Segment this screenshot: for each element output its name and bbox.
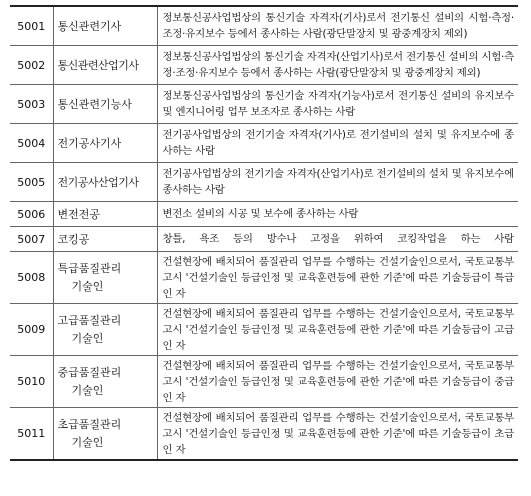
job-title-line1: 특급품질관리	[57, 261, 122, 275]
job-title-line1: 중급품질관리	[57, 365, 122, 379]
job-code: 5009	[10, 304, 53, 356]
job-description: 정보통신공사업법상의 통신기술 자격자(산업기사)로서 전기통신 설비의 시험·측정·조정·유지보수 등에서 종사하는 사람(광단말장치 및 광중계장치 제외)	[157, 46, 518, 85]
job-title-line1: 고급품질관리	[57, 313, 122, 327]
job-title-line1: 초급품질관리	[57, 417, 122, 431]
job-title: 변전전공	[53, 202, 157, 227]
table-row	[10, 252, 518, 304]
job-code: 5006	[10, 202, 53, 227]
job-title: 코킹공	[53, 227, 157, 252]
job-description: 창틀, 욕조 등의 방수나 고정을 위하여 코킹작업을 하는 사람	[157, 227, 518, 252]
job-title: 통신관련산업기사	[53, 46, 157, 85]
job-description: 변전소 설비의 시공 및 보수에 종사하는 사람	[157, 202, 518, 227]
table-row	[10, 85, 518, 124]
table-row	[10, 46, 518, 85]
table-row	[10, 6, 518, 46]
table-row	[10, 163, 518, 202]
table-row	[10, 356, 518, 408]
job-title-line2: 기술인	[71, 331, 104, 345]
job-code-table	[10, 5, 518, 461]
job-title-line2: 기술인	[71, 279, 104, 293]
job-description: 건설현장에 배치되어 품질관리 업무를 수행하는 건설기술인으로서, 국토교통부 고시 '건설기술인 등급인정 및 교육훈련등에 관한 기준'에 따른 기술등급이 특급인 자	[157, 252, 518, 304]
job-title: 통신관련기사	[53, 6, 157, 46]
job-description: 건설현장에 배치되어 품질관리 업무를 수행하는 건설기술인으로서, 국토교통부 고시 '건설기술인 등급인정 및 교육훈련등에 관한 기준'에 따른 기술등급이 초급인 자	[157, 408, 518, 461]
job-description: 정보통신공사업법상의 통신기술 자격자(기능사)로서 전기통신 설비의 유지보수 및 엔지니어링 업무 보조자로 종사하는 사람	[157, 85, 518, 124]
table-row	[10, 227, 518, 252]
job-description: 정보통신공사업법상의 통신기술 자격자(기사)로서 전기통신 설비의 시험·측정·조정·유지보수 등에서 종사하는 사람(광단말장치 및 광중계장치 제외)	[157, 6, 518, 46]
job-title	[53, 356, 157, 408]
job-code: 5003	[10, 85, 53, 124]
job-code: 5002	[10, 46, 53, 85]
job-description: 건설현장에 배치되어 품질관리 업무를 수행하는 건설기술인으로서, 국토교통부 고시 '건설기술인 등급인정 및 교육훈련등에 관한 기준'에 따른 기술등급이 고급인 자	[157, 304, 518, 356]
job-description: 전기공사업법상의 전기기술 자격자(산업기사)로 전기설비의 설치 및 유지보수에 종사하는 사람	[157, 163, 518, 202]
job-description: 건설현장에 배치되어 품질관리 업무를 수행하는 건설기술인으로서, 국토교통부 고시 '건설기술인 등급인정 및 교육훈련등에 관한 기준'에 따른 기술등급이 중급인 자	[157, 356, 518, 408]
table-row	[10, 304, 518, 356]
job-title	[53, 408, 157, 461]
job-title	[53, 252, 157, 304]
job-title: 통신관련기능사	[53, 85, 157, 124]
table-row	[10, 202, 518, 227]
job-description: 전기공사업법상의 전기기술 자격자(기사)로 전기설비의 설치 및 유지보수에 종사하는 사람	[157, 124, 518, 163]
job-code: 5010	[10, 356, 53, 408]
job-code: 5011	[10, 408, 53, 461]
table-row	[10, 408, 518, 461]
job-code: 5004	[10, 124, 53, 163]
job-title	[53, 304, 157, 356]
job-title-line2: 기술인	[71, 435, 104, 449]
job-code: 5007	[10, 227, 53, 252]
job-code: 5001	[10, 6, 53, 46]
job-title-line2: 기술인	[71, 383, 104, 397]
table-row	[10, 124, 518, 163]
job-title: 전기공사산업기사	[53, 163, 157, 202]
job-code: 5005	[10, 163, 53, 202]
job-code: 5008	[10, 252, 53, 304]
job-title: 전기공사기사	[53, 124, 157, 163]
